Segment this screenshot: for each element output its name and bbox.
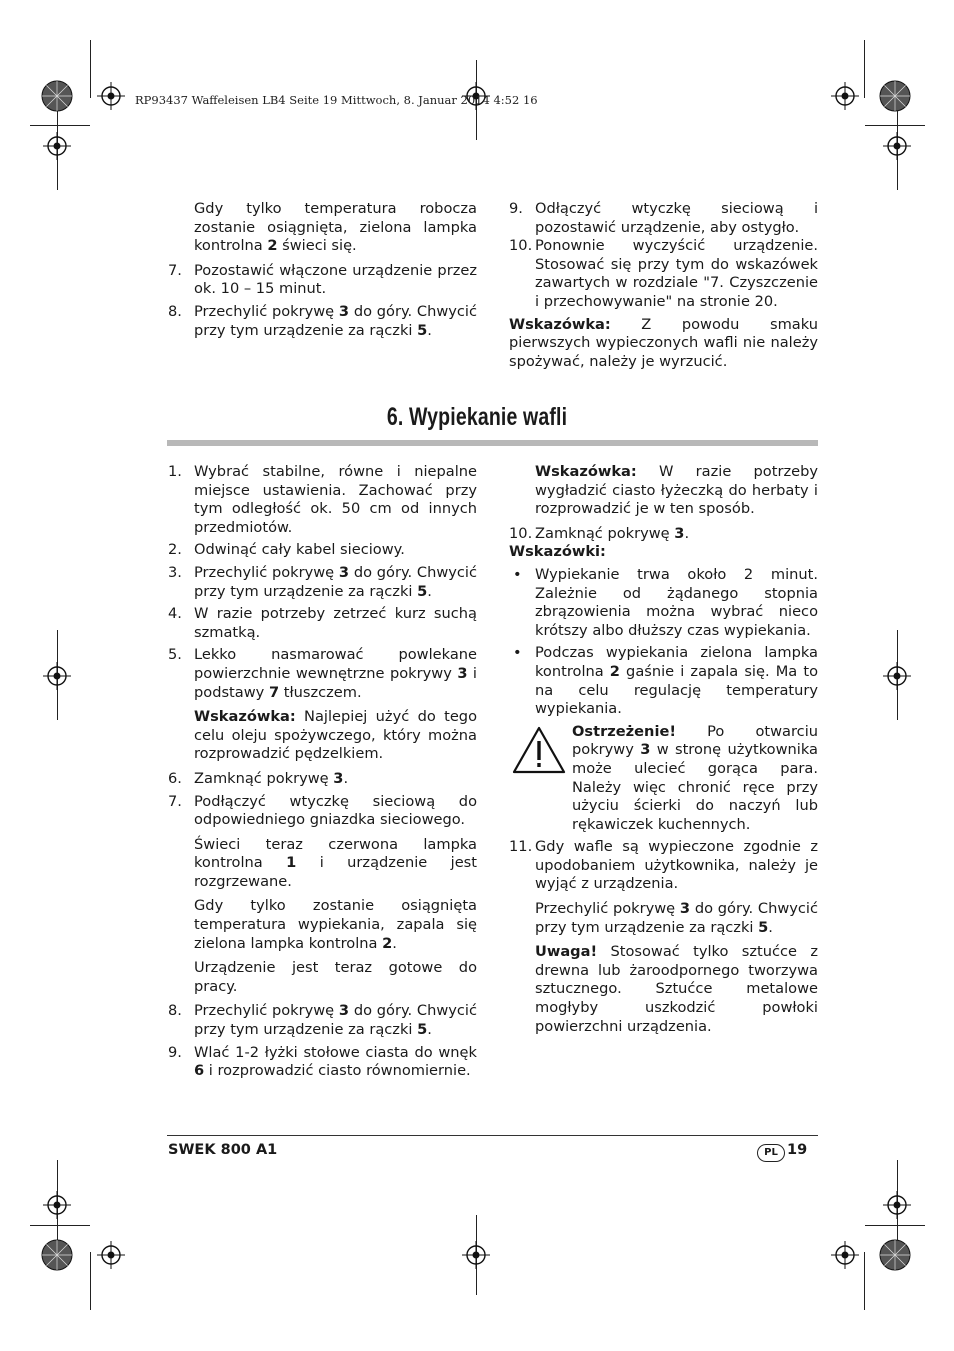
page-number: 19	[787, 1142, 808, 1158]
registration-cross	[43, 132, 71, 160]
tips-heading: Wskazówki:	[509, 543, 606, 561]
registration-cross	[97, 1241, 125, 1269]
registration-star	[42, 81, 72, 111]
language-badge: PL	[757, 1144, 785, 1162]
step-item: 10. Zamknąć pokrywę 3.	[509, 524, 690, 542]
footer-model: SWEK 800 A1	[168, 1142, 278, 1158]
step-item: 5. Lekko nasmarować powlekane powierzchnie wewnętrzne pokrywy 3 i podstawy 7 tłuszczem.	[168, 646, 477, 701]
step-item: 7. Podłączyć wtyczkę sieciową do odpowiedniego gniazdka sieciowego.	[168, 792, 477, 829]
note-paragraph: Wskazówka: Najlepiej użyć do tego celu oleju spożywczego, który można rozprowadzić pędzelkiem.	[194, 708, 477, 763]
step-detail: Przechylić pokrywę 3 do góry. Chwycić przy tym urządzenie za rączki 5.	[535, 900, 819, 936]
step-detail: Gdy tylko zostanie osiągnięta temperatura wypiekania, zapala się zielona lampka kontrolna 2.	[194, 897, 477, 952]
step-detail: Świeci teraz czerwona lampka kontrolna 1 i urządzenie jest rozgrzewane.	[194, 835, 478, 890]
registration-cross	[43, 662, 71, 690]
registration-star	[880, 81, 910, 111]
step-detail: Urządzenie jest teraz gotowe do pracy.	[194, 959, 477, 995]
left-column	[168, 463, 477, 1081]
warning-triangle-icon	[511, 725, 567, 775]
bullet-icon: •	[513, 565, 522, 583]
registration-cross	[97, 82, 125, 110]
top-left-column	[168, 200, 477, 340]
step-item: 2. Odwinąć cały kabel sieciowy.	[168, 541, 405, 559]
step-item: 8. Przechylić pokrywę 3 do góry. Chwycić przy tym urządzenie za rączki 5.	[168, 1002, 478, 1039]
top-right-column	[509, 200, 818, 371]
registration-star	[880, 1240, 910, 1270]
step-item: 9. Wlać 1-2 łyżki stołowe ciasta do wnęk 6 i rozprowadzić ciasto równomiernie.	[168, 1043, 477, 1080]
step-item: 6. Zamknąć pokrywę 3.	[168, 769, 349, 787]
bullet-item: • Wypiekanie trwa około 2 minut. Zależnie od żądanego stopnia zbrązowienia można wybrać nieco krótszy albo dłuższy czas wypiekania.	[513, 565, 818, 639]
registration-cross	[883, 662, 911, 690]
list-item: 7. Pozostawić włączone urządzenie przez ok. 10 – 15 minut.	[168, 261, 477, 298]
caution-paragraph: Uwaga! Stosować tylko sztućce z drewna lub żaroodpornego tworzywa sztucznego. Sztućce metalowe mogłyby uszkodzić powłoki powierzchni urządzenia.	[535, 943, 818, 1035]
intro-paragraph: Gdy tylko temperatura robocza zostanie osiągnięta, zielona lampka kontrolna 2 świeci się.	[194, 200, 477, 255]
list-item: 8. Przechylić pokrywę 3 do góry. Chwycić przy tym urządzenie za rączki 5.	[168, 302, 478, 339]
registration-cross	[831, 1241, 859, 1269]
registration-cross	[462, 1241, 490, 1269]
registration-cross	[883, 132, 911, 160]
registration-cross	[883, 1191, 911, 1219]
step-item: 4. W razie potrzeby zetrzeć kurz suchą szmatką.	[168, 605, 477, 641]
step-item: 11. Gdy wafle są wypieczone zgodnie z upodobaniem użytkownika, należy je wyjąć z urządzenia.	[509, 838, 818, 893]
right-column	[509, 463, 818, 1036]
registration-cross	[43, 1191, 71, 1219]
warning-block: Ostrzeżenie! Po otwarciu pokrywy 3 w stronę użytkownika może ulecieć gorąca para. Należy więc chronić ręce przy użyciu ścierki do naczyń lub rękawiczek kuchennych.	[509, 723, 818, 835]
note-paragraph: Wskazówka: W razie potrzeby wygładzić ciasto łyżeczką do herbaty i rozprowadzić je w ten sposób.	[535, 463, 818, 518]
registration-star	[42, 1240, 72, 1270]
bullet-icon: •	[513, 644, 522, 662]
step-item: 1. Wybrać stabilne, równe i niepalne miejsce ustawienia. Zachować przy tym odległość ok. 50 cm od innych przedmiotów.	[168, 463, 477, 536]
print-header: RP93437 Waffeleisen LB4 Seite 19 Mittwoch, 8. Januar 2014 4:52 16	[135, 93, 538, 107]
note-paragraph: Wskazówka: Z powodu smaku pierwszych wypieczonych wafli nie należy spożywać, należy je wyrzucić.	[509, 315, 818, 370]
section-title: 6. Wypiekanie wafli	[386, 403, 568, 431]
list-item: 10. Ponownie wyczyścić urządzenie. Stosować się przy tym do wskazówek zawartych w rozdziale "7. Czyszczenie i przechowywanie" na stronie 20.	[509, 237, 818, 310]
footer-rule	[167, 1135, 818, 1136]
bullet-item: • Podczas wypiekania zielona lampka kontrolna 2 gaśnie i zapala się. Ma to na celu regulację temperatury wypiekania.	[513, 644, 819, 718]
section-rule	[167, 440, 818, 446]
list-item: 9. Odłączyć wtyczkę sieciową i pozostawić urządzenie, aby ostygło.	[509, 200, 818, 236]
registration-cross	[831, 82, 859, 110]
step-item: 3. Przechylić pokrywę 3 do góry. Chwycić przy tym urządzenie za rączki 5.	[168, 563, 478, 600]
